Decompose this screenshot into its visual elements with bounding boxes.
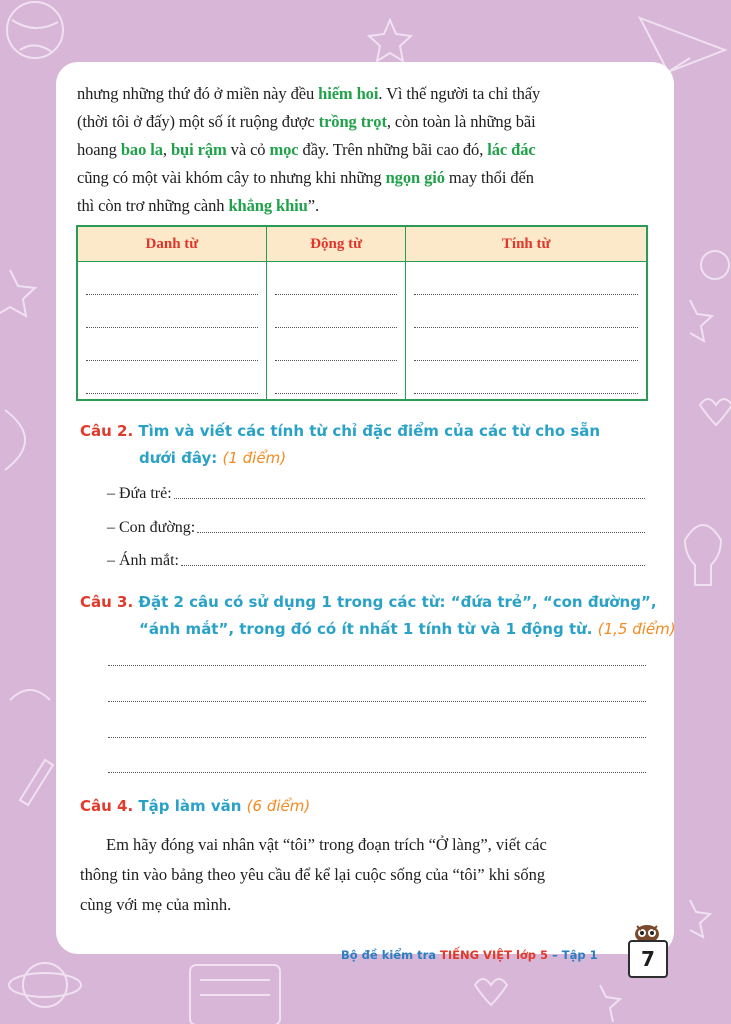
passage-text: cũng có một vài khóm cây to nhưng khi những	[77, 168, 386, 187]
keyword: bụi rậm	[170, 140, 227, 159]
answer-line-anh-mat[interactable]: – Ánh mắt:	[107, 548, 645, 570]
question-2-points: (1 điểm)	[222, 449, 287, 467]
passage-text: ”.	[307, 196, 319, 215]
question-3-line2: “ánh mắt”, trong đó có ít nhất 1 tính từ và 1 động từ. (1,5 điểm)	[139, 620, 676, 638]
passage-text: may thổi đến	[444, 168, 534, 187]
passage-text: thì còn trơ những cành	[77, 196, 229, 215]
question-4-text: Tập làm văn	[138, 797, 242, 815]
keyword: hiếm hoi	[318, 84, 379, 103]
answer-line[interactable]	[108, 665, 646, 666]
answer-line[interactable]	[108, 737, 646, 738]
question-4-instructions: Em hãy đóng vai nhân vật “tôi” trong đoạn trích “Ở làng”, viết các thông tin vào bảng theo yêu cầu để kể lại cuộc sống của “tôi” khi sống cùng với mẹ của mình.	[80, 835, 547, 914]
star-doodle	[369, 20, 411, 61]
keyword: khẳng khiu	[228, 196, 308, 215]
keyword: bao la	[120, 140, 163, 159]
answer-line-con-duong[interactable]: – Con đường:	[107, 515, 645, 537]
lightbulb-icon	[685, 525, 721, 585]
passage-text: nhưng những thứ đó ở miền này đều	[77, 84, 319, 103]
header-noun: Danh từ	[77, 226, 266, 262]
question-4	[80, 797, 310, 815]
passage-line	[77, 108, 657, 136]
question-3-points: (1,5 điểm)	[597, 620, 676, 638]
question-4-points: (6 điểm)	[246, 797, 311, 815]
keyword: lác đác	[487, 140, 536, 159]
verb-answer-cell[interactable]	[266, 262, 406, 401]
passage-text: ,	[162, 140, 171, 159]
question-2-text: Tìm và viết các tính từ chỉ đặc điểm của các từ cho sẵn	[138, 422, 601, 440]
passage-text: và cỏ	[226, 140, 270, 159]
passage-text: , còn toàn là những bãi	[386, 112, 536, 131]
passage-line	[77, 192, 657, 220]
question-2-line2: dưới đây: (1 điểm)	[139, 449, 287, 467]
question-2	[80, 422, 600, 440]
passage-text: . Vì thế người ta chỉ thấy	[378, 84, 541, 103]
answer-line-dua-tre[interactable]: – Đứa trẻ:	[107, 481, 645, 503]
question-3	[80, 593, 657, 611]
passage-line	[77, 136, 657, 164]
answer-line[interactable]	[108, 772, 646, 773]
star-doodle-left	[0, 270, 35, 316]
reading-passage	[77, 80, 657, 220]
noun-answer-cell[interactable]	[77, 262, 266, 401]
keyword: ngọn gió	[385, 168, 445, 187]
globe-icon	[7, 2, 63, 58]
page-number: 7	[628, 940, 668, 978]
atom-doodle	[23, 963, 67, 1007]
question-3-number: Câu 3.	[80, 593, 134, 611]
adjective-answer-cell[interactable]	[406, 262, 647, 401]
passage-text: hoang	[77, 140, 121, 159]
question-3-text: Đặt 2 câu có sử dụng 1 trong các từ: “đứa trẻ”, “con đường”,	[138, 593, 657, 611]
passage-line	[77, 80, 657, 108]
question-4-number: Câu 4.	[80, 797, 134, 815]
question-2-number: Câu 2.	[80, 422, 134, 440]
pencil-doodle	[20, 760, 53, 805]
passage-text: đầy. Trên những bãi cao đó,	[298, 140, 488, 159]
header-verb: Động từ	[266, 226, 406, 262]
book-title-footer: Bộ đề kiểm tra TIẾNG VIỆT lớp 5 – Tập 1	[341, 948, 598, 962]
header-adjective: Tính từ	[406, 226, 647, 262]
passage-line	[77, 164, 657, 192]
keyword: trồng trọt	[318, 112, 387, 131]
answer-line[interactable]	[108, 701, 646, 702]
heart-doodle	[700, 399, 731, 425]
passage-text: (thời tôi ở đấy) một số ít ruộng được	[77, 112, 319, 131]
word-classification-table	[76, 225, 648, 401]
keyword: mọc	[269, 140, 299, 159]
